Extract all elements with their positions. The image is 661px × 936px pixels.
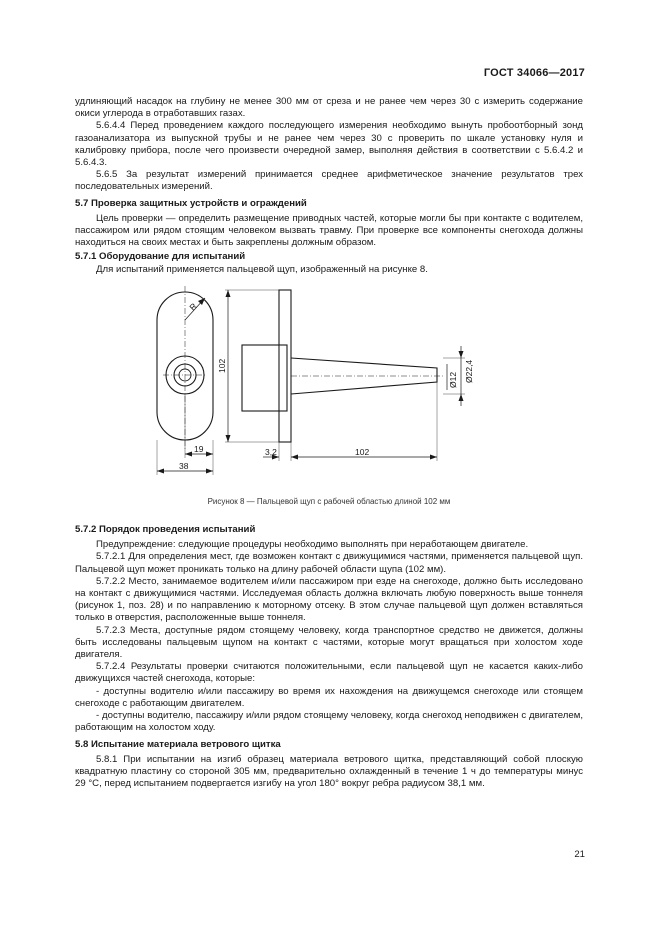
paragraph-5-7-2-1: 5.7.2.1 Для определения мест, где возможен контакт с движущимися частями, применяется пальцевой щуп. Пальцевой щуп может проникать только на длину рабочей области щупа (102 мм). [75,551,583,575]
heading-5-7-1: 5.7.1 Оборудование для испытаний [75,251,246,263]
dim-d12-label: Ø12 [448,371,458,388]
paragraph-5-7-2-4: 5.7.2.4 Результаты проверки считаются положительными, если пальцевой щуп не касается каких-либо движущихся частей снегохода, которые: [75,661,583,685]
probe-handle-block [242,345,287,411]
dim-d22-4-label: Ø22,4 [464,359,474,383]
dim-height-label: 102 [217,358,227,373]
page-content [75,96,583,790]
figure-8 [75,278,583,494]
document-code: ГОСТ 34066—2017 [483,67,585,79]
list-item-driver-access: - доступны водителю и/или пассажиру во время их нахождения на движущемся снегоходе или стоящем снегоходе с работающим двигателем. [75,685,583,709]
dim-19-label: 19 [194,443,204,454]
paragraph-5-7-purpose: Цель проверки — определить размещение приводных частей, которые могли бы при контакте с водителем, пассажиром или рядом стоящим человеком вызвать травму. При проверке все компоненты снегохода должны находиться на своих местах и быть закреплены должным образом. [75,212,583,249]
page-number: 21 [574,849,585,860]
list-item-bystander-access: - доступны водителю, пассажиру и/или рядом стоящему человеку, когда снегоход неподвижен с двигателем, работающим на холостом ходу. [75,710,583,734]
dim-3-2-label: 3,2 [265,446,277,457]
paragraph-5-6-4-4: 5.6.4.4 Перед проведением каждого последующего измерения необходимо вынуть пробоотборный зонд газоанализатора из выпускной трубы и не ранее чем через 30 с проверить по шкале установку нуля и калибровку прибора, после чего произвести очередной замер, выполняя действия в соответствии с 5.6.4.2 и 5.6.4.3. [75,120,583,169]
paragraph-5-6-5: 5.6.5 За результат измерений принимается среднее арифметическое значение результатов трех последовательных измерений. [75,169,583,193]
dim-102-label: 102 [355,446,370,457]
paragraph-5-7-1-equipment: Для испытаний применяется пальцевой щуп, изображенный на рисунке 8. [96,263,428,275]
dim-radius-label: R [187,300,199,313]
heading-5-7: 5.7 Проверка защитных устройств и ограждений [75,197,307,209]
heading-5-8: 5.8 Испытание материала ветрового щитка [75,738,281,750]
probe-plate [279,290,291,442]
paragraph-5-8-1: 5.8.1 При испытании на изгиб образец материала ветрового щитка, представляющий собой плоскую квадратную пластину со стороной 305 мм, предварительно охлажденный в течение 1 ч до температуры минус 29 °C, перед испытанием подвергается изгибу на угол 180° вокруг ребра радиусом 38,1 мм. [75,753,583,790]
paragraph-5-7-2-3: 5.7.2.3 Места, доступные рядом стоящему человеку, когда транспортное средство не движется, должны быть исследованы пальцевым щупом на контакт с частями, которые могут вращаться при холостом ходе двигателя. [75,624,583,661]
paragraph-5-7-2-2: 5.7.2.2 Место, занимаемое водителем и/или пассажиром при езде на снегоходе, должно быть исследовано на контакт с движущимися частями. Исследуемая область должна включать любую поверхность выше тоннеля (рисунок 1, поз. 28) и по направлению к моторному отсеку. В этом случае пальцевой щуп должен вставляться только в отверстия, расположенные выше тоннеля. [75,575,583,624]
paragraph-warning: Предупреждение: следующие процедуры необходимо выполнять при неработающем двигателе. [96,539,529,551]
heading-5-7-2: 5.7.2 Порядок проведения испытаний [75,524,256,536]
paragraph-continuation: удлиняющий насадок на глубину не менее 300 мм от среза и не ранее чем через 30 с измерить содержание окиси углерода в отработавших газах. [75,96,583,120]
dim-38-label: 38 [179,460,189,471]
finger-probe-drawing [75,278,583,494]
figure-caption: Рисунок 8 — Пальцевой щуп с рабочей областью длиной 102 мм [207,496,451,506]
